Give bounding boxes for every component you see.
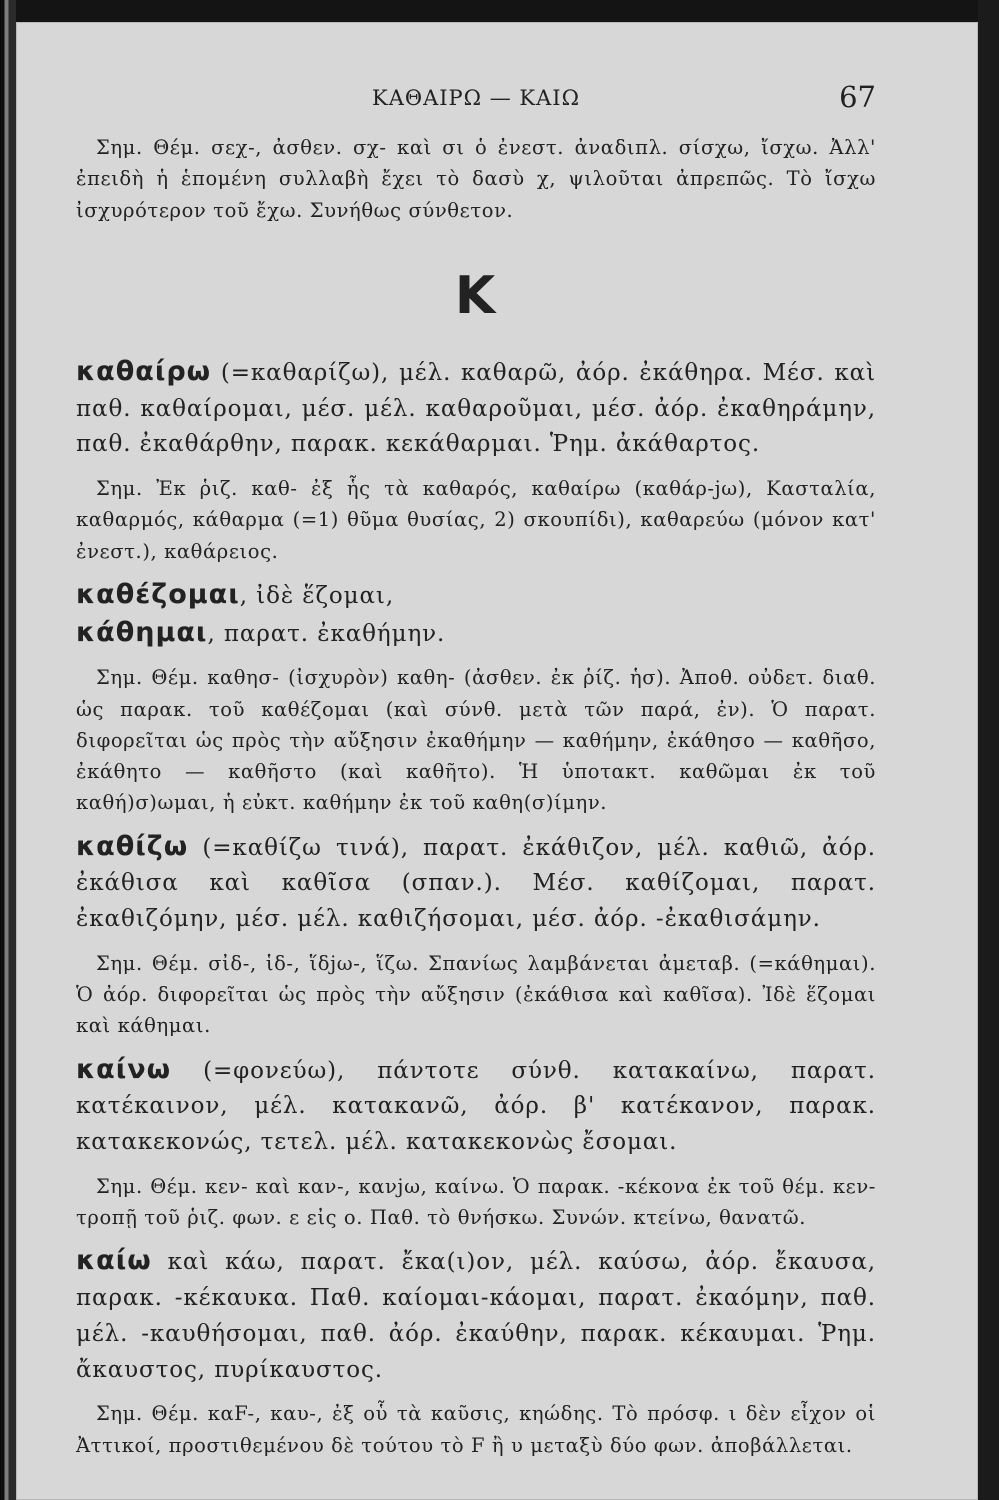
entry-kathizo [76,829,876,938]
entry-body: , ἰδὲ ἕζομαι, [239,582,395,609]
entry-body: καὶ κάω, παρατ. ἔκα(ι)ον, μέλ. καύσω, ἀόρ. ἔκαυσα, παρακ. -κέκαυκα. Παθ. καίομαι-κάομαι, παρατ. ἐκαόμην, παθ. μέλ. -καυθήσομαι, παθ. ἀόρ. ἐκαύθην, παρακ. κέκαυμαι. Ῥημ. ἄκαυστος, πυρίκαυστος. [76,1249,876,1383]
entry-kathairo [76,354,876,463]
binding-edge [0,0,16,1500]
note-kathizo: Σημ. Θέμ. σἰδ-, ἱδ-, ἵδjω-, ἵζω. Σπανίως λαμβάνεται ἀμεταβ. (=κάθημαι). Ὁ ἀόρ. διφορεῖται ὡς πρὸς τὴν αὔξησιν (ἐκάθισα καὶ καθῖσα). Ἰδὲ ἕζομαι καὶ κάθημαι. [76,951,876,1038]
scan-border [978,0,999,1500]
lemma-headword: καθέζομαι [76,578,240,610]
note-kaio: Σημ. Θέμ. καF-, καυ-, ἐξ οὗ τὰ καῦσις, κηώδης. Τὸ πρόσφ. ι δὲν εἶχον οἱ Ἀττικοί, προστιθεμένου δὲ τούτου τὸ F ἢ υ μεταξὺ δύο φων. ἀποβάλλεται. [76,1402,876,1457]
note-kaino: Σημ. Θέμ. κεν- καὶ καν-, κανjω, καίνω. Ὁ παρακ. -κέκονα ἐκ τοῦ θέμ. κεν- τροπῇ τοῦ ῥιζ. φων. ε εἰς ο. Παθ. τὸ θνήσκω. Συνών. κτείνω, θανατῶ. [76,1174,876,1230]
running-head: ΚΑΘΑΙΡΩ — ΚΑΙΩ [372,86,580,110]
page-header [76,80,876,124]
entry-body: , παρατ. ἐκαθήμην. [207,620,446,647]
lemma-headword: καίω [76,1245,152,1277]
entry-kathezomai [76,577,876,615]
intro-note: Σημ. Θέμ. σεχ-, ἀσθεν. σχ- καὶ σι ὁ ἐνεστ. ἀναδιπλ. σίσχω, ἴσχω. Ἀλλ' ἐπειδὴ ἡ ἑπομένη συλλαβὴ ἔχει τὸ δασὺ χ, ψιλοῦται ἀπρεπῶς. Τὸ ἴσχω ἰσχυρότερον τοῦ ἔχω. Συνήθως σύνθετον. [76,136,876,222]
lemma-headword: καθίζω [76,830,189,862]
lemma-headword: καίνω [76,1053,172,1085]
section-letter: Κ [454,265,498,326]
entry-body: (=καθίζω τινά), παρατ. ἐκάθιζον, μέλ. καθιῶ, ἀόρ. ἐκάθισα καὶ καθῖσα (σπαν.). Μέσ. καθίζομαι, παρατ. ἐκαθιζόμην, μέσ. μέλ. καθιζήσομαι, μέσ. ἀόρ. -ἐκαθισάμην. [76,834,876,933]
entry-kaio [76,1243,876,1388]
entry-kaino [76,1052,876,1161]
text-block [76,80,876,1461]
note-kathairo: Σημ. Ἐκ ῥιζ. καθ- ἐξ ἧς τὰ καθαρός, καθαίρω (καθάρ-jω), Κασταλία, καθαρμός, κάθαρμα (=1) θῦμα θυσίας, 2) σκουπίδι), καθαρεύω (μόνον κατ' ἐνεστ.), καθάρειος. [76,477,876,563]
entry-body: (=φονεύω), πάντοτε σύνθ. κατακαίνω, παρατ. κατέκαινον, μέλ. κατακανῶ, ἀόρ. β' κατέκανον, παρακ. κατακεκονώς, τετελ. μέλ. κατακεκονὼς ἔσομαι. [76,1057,876,1156]
book-page [16,22,978,1500]
page-number: 67 [839,80,876,114]
lemma-headword: κάθημαι [76,616,208,648]
entry-kathemai [76,615,876,653]
entry-body: (=καθαρίζω), μέλ. καθαρῶ, ἀόρ. ἐκάθηρα. Μέσ. καὶ παθ. καθαίρομαι, μέσ. μέλ. καθαροῦμαι, μέσ. ἀόρ. ἐκαθηράμην, παθ. ἐκαθάρθην, παρακ. κεκάθαρμαι. Ῥημ. ἀκάθαρτος. [76,359,876,458]
lemma-headword: καθαίρω [76,355,212,387]
note-kathemai: Σημ. Θέμ. καθησ- (ἰσχυρὸν) καθη- (ἀσθεν. ἐκ ῥίζ. ἡσ). Ἀποθ. οὐδετ. διαθ. ὡς παρακ. τοῦ καθέζομαι (καὶ σύνθ. μετὰ τῶν παρά, ἐν). Ὁ παρατ. διφορεῖται ὡς πρὸς τὴν αὔξησιν ἐκαθήμην — καθήμην, ἐκάθησο — καθῆσο, ἐκάθητο — καθῆστο (καὶ καθῆτο). Ἡ ὑποτακτ. καθῶμαι ἐκ τοῦ καθή)σ)ωμαι, ἡ εὐκτ. καθήμην ἐκ τοῦ καθη(σ)ίμην. [76,666,876,815]
